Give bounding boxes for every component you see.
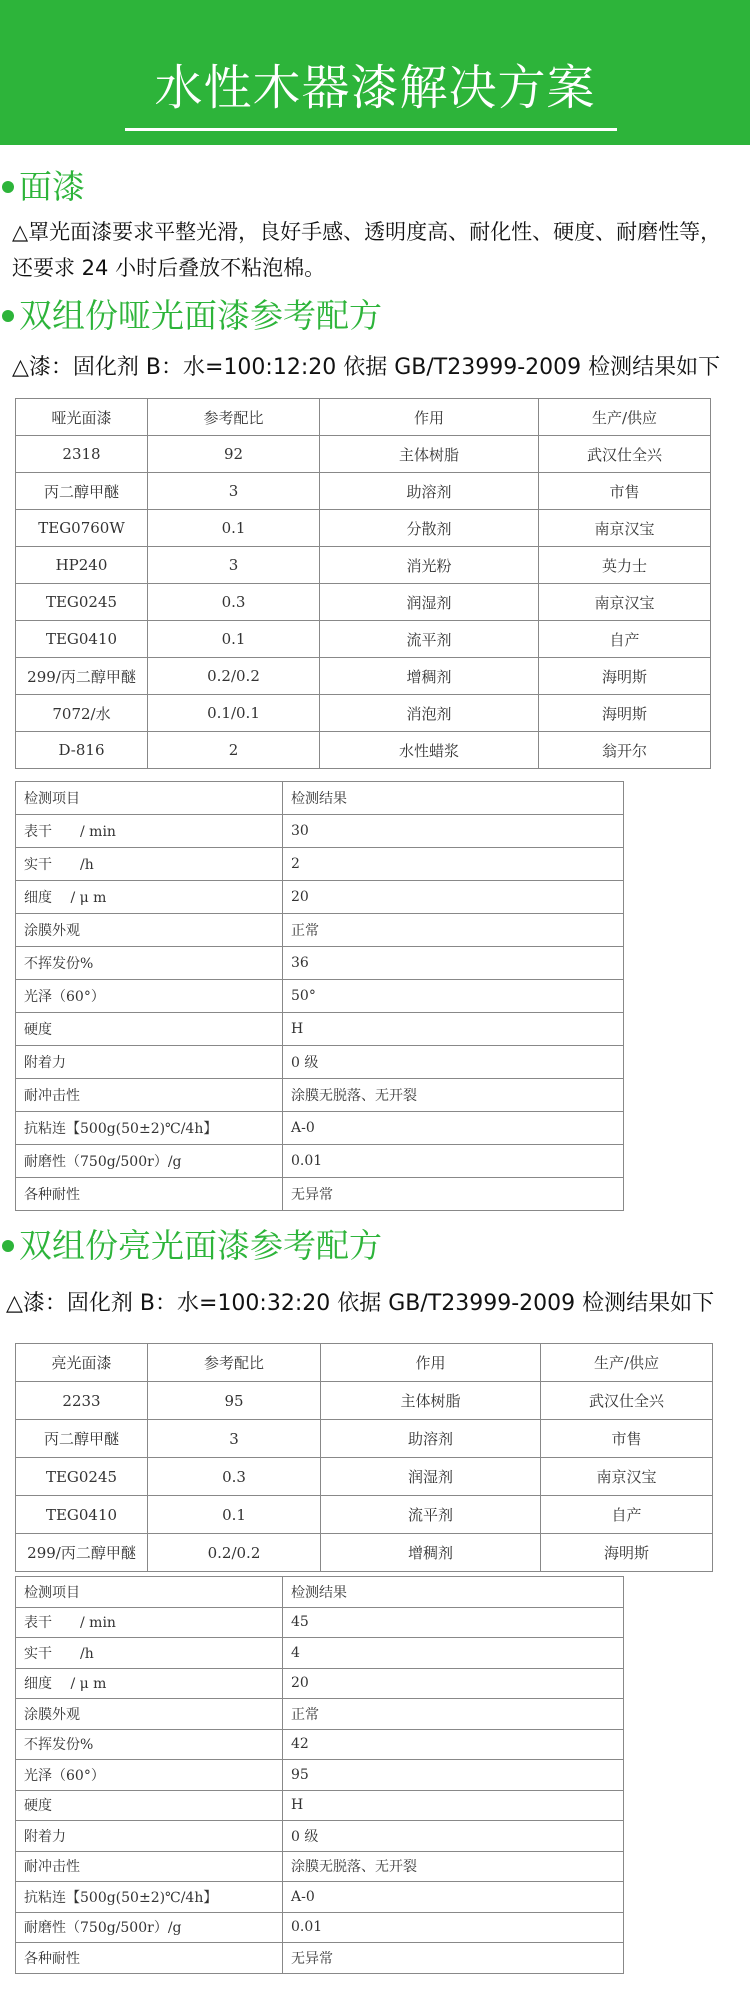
table-cell: 润湿剂: [321, 1458, 541, 1496]
table-cell: 实干 /h: [16, 848, 283, 881]
table-cell: 武汉仕全兴: [539, 436, 711, 473]
table-row: [16, 881, 624, 914]
table-cell: 耐冲击性: [16, 1851, 283, 1882]
title-underline: [125, 128, 617, 131]
bullet-dot-icon: [2, 181, 14, 193]
table-row: [16, 1112, 624, 1145]
table-cell: 0.01: [283, 1145, 624, 1178]
table-cell: 主体树脂: [320, 436, 539, 473]
table-cell: 翁开尔: [539, 732, 711, 769]
table-header-row: [16, 1577, 624, 1608]
table-row: [16, 510, 711, 547]
table-cell: 30: [283, 815, 624, 848]
table-cell: 流平剂: [320, 621, 539, 658]
table-row: [16, 1668, 624, 1699]
table-header-row: [16, 782, 624, 815]
title-banner: [0, 0, 750, 145]
table-row: [16, 1912, 624, 1943]
table-row: [16, 848, 624, 881]
table-cell: HP240: [16, 547, 148, 584]
table-cell: 0.2/0.2: [148, 658, 320, 695]
table-cell: 细度 / μ m: [16, 881, 283, 914]
table-cell: 抗粘连【500g(50±2)℃/4h】: [16, 1882, 283, 1913]
table-header-row: [16, 1344, 713, 1382]
table-cell: 无异常: [283, 1178, 624, 1211]
table-cell: 光泽（60°）: [16, 1760, 283, 1791]
table-cell: 95: [283, 1760, 624, 1791]
table-cell: 0.01: [283, 1912, 624, 1943]
table-cell: 附着力: [16, 1046, 283, 1079]
header-cell: 参考配比: [148, 399, 320, 436]
table-cell: 表干 / min: [16, 815, 283, 848]
table-cell: 自产: [541, 1496, 713, 1534]
table-cell: 南京汉宝: [539, 584, 711, 621]
table-cell: 英力士: [539, 547, 711, 584]
table-cell: 表干 / min: [16, 1607, 283, 1638]
table-cell: 海明斯: [539, 658, 711, 695]
table-cell: TEG0410: [16, 1496, 148, 1534]
table-row: [16, 1607, 624, 1638]
table-row: [16, 1882, 624, 1913]
table-cell: 细度 / μ m: [16, 1668, 283, 1699]
table-cell: 市售: [541, 1420, 713, 1458]
header-cell: 亮光面漆: [16, 1344, 148, 1382]
topcoat-description: △罩光面漆要求平整光滑，良好手感、透明度高、耐化性、硬度、耐磨性等，还要求 24 小时后叠放不粘泡棉。: [12, 220, 722, 280]
table-cell: 无异常: [283, 1943, 624, 1974]
table-cell: 20: [283, 881, 624, 914]
table-cell: 附着力: [16, 1821, 283, 1852]
table-cell: 消光粉: [320, 547, 539, 584]
table-cell: 3: [148, 473, 320, 510]
table-cell: 涂膜外观: [16, 914, 283, 947]
table-cell: 0.3: [148, 584, 320, 621]
table-cell: 0.1: [148, 510, 320, 547]
table-row: [16, 732, 711, 769]
table-row: [16, 1458, 713, 1496]
header-cell: 检测结果: [283, 782, 624, 815]
table-row: [16, 914, 624, 947]
table-cell: 3: [148, 547, 320, 584]
table-row: [16, 1145, 624, 1178]
table-cell: 不挥发份%: [16, 1729, 283, 1760]
table-cell: TEG0410: [16, 621, 148, 658]
table-cell: 南京汉宝: [541, 1458, 713, 1496]
table-cell: 市售: [539, 473, 711, 510]
table-cell: 95: [148, 1382, 321, 1420]
gloss-formula-table: [15, 1343, 713, 1572]
table-cell: 92: [148, 436, 320, 473]
section-heading-gloss: [2, 1224, 382, 1268]
table-cell: 南京汉宝: [539, 510, 711, 547]
table-cell: 增稠剂: [321, 1534, 541, 1572]
table-cell: 0.1: [148, 621, 320, 658]
table-cell: 正常: [283, 1699, 624, 1730]
table-row: [16, 1729, 624, 1760]
matte-formula-table: [15, 398, 711, 769]
table-cell: H: [283, 1790, 624, 1821]
table-cell: 36: [283, 947, 624, 980]
table-cell: 自产: [539, 621, 711, 658]
table-cell: 海明斯: [541, 1534, 713, 1572]
table-cell: A-0: [283, 1882, 624, 1913]
table-row: [16, 1046, 624, 1079]
table-cell: 光泽（60°）: [16, 980, 283, 1013]
table-cell: 耐冲击性: [16, 1079, 283, 1112]
table-cell: 299/丙二醇甲醚: [16, 1534, 148, 1572]
section-heading-matte: [2, 294, 382, 338]
table-cell: 耐磨性（750g/500r）/g: [16, 1912, 283, 1943]
table-cell: 助溶剂: [320, 473, 539, 510]
table-cell: TEG0245: [16, 584, 148, 621]
table-cell: 7072/水: [16, 695, 148, 732]
table-cell: 润湿剂: [320, 584, 539, 621]
table-cell: A-0: [283, 1112, 624, 1145]
table-cell: 涂膜无脱落、无开裂: [283, 1851, 624, 1882]
table-cell: 0.1: [148, 1496, 321, 1534]
table-cell: H: [283, 1013, 624, 1046]
header-cell: 检测项目: [16, 782, 283, 815]
table-row: [16, 1790, 624, 1821]
table-cell: 耐磨性（750g/500r）/g: [16, 1145, 283, 1178]
table-row: [16, 1178, 624, 1211]
table-cell: 0.3: [148, 1458, 321, 1496]
header-cell: 生产/供应: [539, 399, 711, 436]
table-cell: 硬度: [16, 1013, 283, 1046]
table-cell: 不挥发份%: [16, 947, 283, 980]
table-cell: 20: [283, 1668, 624, 1699]
table-row: [16, 1534, 713, 1572]
table-cell: 丙二醇甲醚: [16, 473, 148, 510]
table-row: [16, 1079, 624, 1112]
table-row: [16, 1943, 624, 1974]
bullet-dot-icon: [2, 310, 14, 322]
table-row: [16, 658, 711, 695]
table-cell: 正常: [283, 914, 624, 947]
table-row: [16, 621, 711, 658]
table-row: [16, 1382, 713, 1420]
table-cell: TEG0245: [16, 1458, 148, 1496]
table-cell: 武汉仕全兴: [541, 1382, 713, 1420]
table-row: [16, 436, 711, 473]
table-cell: TEG0760W: [16, 510, 148, 547]
table-cell: 增稠剂: [320, 658, 539, 695]
table-row: [16, 473, 711, 510]
table-cell: 50°: [283, 980, 624, 1013]
bullet-dot-icon: [2, 1240, 14, 1252]
table-row: [16, 815, 624, 848]
matte-ratio-note: △漆：固化剂 B：水=100:12:20 依据 GB/T23999-2009 检测结果如下: [12, 355, 721, 380]
header-cell: 作用: [320, 399, 539, 436]
table-row: [16, 1851, 624, 1882]
header-cell: 生产/供应: [541, 1344, 713, 1382]
table-cell: 消泡剂: [320, 695, 539, 732]
header-cell: 哑光面漆: [16, 399, 148, 436]
gloss-results-table: [15, 1576, 624, 1974]
section-heading-text: 双组份哑光面漆参考配方: [19, 296, 382, 335]
table-cell: 各种耐性: [16, 1178, 283, 1211]
header-cell: 作用: [321, 1344, 541, 1382]
table-cell: 0.1/0.1: [148, 695, 320, 732]
table-row: [16, 695, 711, 732]
table-cell: 实干 /h: [16, 1638, 283, 1669]
table-cell: 各种耐性: [16, 1943, 283, 1974]
table-row: [16, 1760, 624, 1791]
matte-results-table: [15, 781, 624, 1211]
table-cell: 海明斯: [539, 695, 711, 732]
table-cell: 42: [283, 1729, 624, 1760]
table-cell: 涂膜外观: [16, 1699, 283, 1730]
table-row: [16, 1496, 713, 1534]
table-cell: 2: [148, 732, 320, 769]
table-cell: 0.2/0.2: [148, 1534, 321, 1572]
table-row: [16, 1638, 624, 1669]
table-header-row: [16, 399, 711, 436]
table-cell: 分散剂: [320, 510, 539, 547]
table-cell: 丙二醇甲醚: [16, 1420, 148, 1458]
page-title: 水性木器漆解决方案: [154, 60, 596, 116]
section-heading-topcoat: [2, 165, 85, 209]
table-cell: 涂膜无脱落、无开裂: [283, 1079, 624, 1112]
table-cell: 45: [283, 1607, 624, 1638]
table-cell: 0 级: [283, 1046, 624, 1079]
table-row: [16, 947, 624, 980]
table-cell: 2318: [16, 436, 148, 473]
table-cell: 抗粘连【500g(50±2)℃/4h】: [16, 1112, 283, 1145]
table-cell: 2: [283, 848, 624, 881]
table-row: [16, 584, 711, 621]
header-cell: 检测项目: [16, 1577, 283, 1608]
table-cell: 主体树脂: [321, 1382, 541, 1420]
table-cell: 3: [148, 1420, 321, 1458]
table-row: [16, 547, 711, 584]
table-cell: 0 级: [283, 1821, 624, 1852]
table-cell: 299/丙二醇甲醚: [16, 658, 148, 695]
table-row: [16, 1699, 624, 1730]
table-row: [16, 980, 624, 1013]
table-cell: 助溶剂: [321, 1420, 541, 1458]
table-cell: D-816: [16, 732, 148, 769]
table-cell: 流平剂: [321, 1496, 541, 1534]
header-cell: 检测结果: [283, 1577, 624, 1608]
table-row: [16, 1821, 624, 1852]
table-cell: 硬度: [16, 1790, 283, 1821]
table-row: [16, 1013, 624, 1046]
header-cell: 参考配比: [148, 1344, 321, 1382]
table-cell: 水性蜡浆: [320, 732, 539, 769]
gloss-ratio-note: △漆：固化剂 B：水=100:32:20 依据 GB/T23999-2009 检测结果如下: [6, 1291, 715, 1316]
table-row: [16, 1420, 713, 1458]
section-heading-text: 双组份亮光面漆参考配方: [19, 1226, 382, 1265]
table-cell: 2233: [16, 1382, 148, 1420]
section-heading-text: 面漆: [19, 167, 85, 206]
table-cell: 4: [283, 1638, 624, 1669]
